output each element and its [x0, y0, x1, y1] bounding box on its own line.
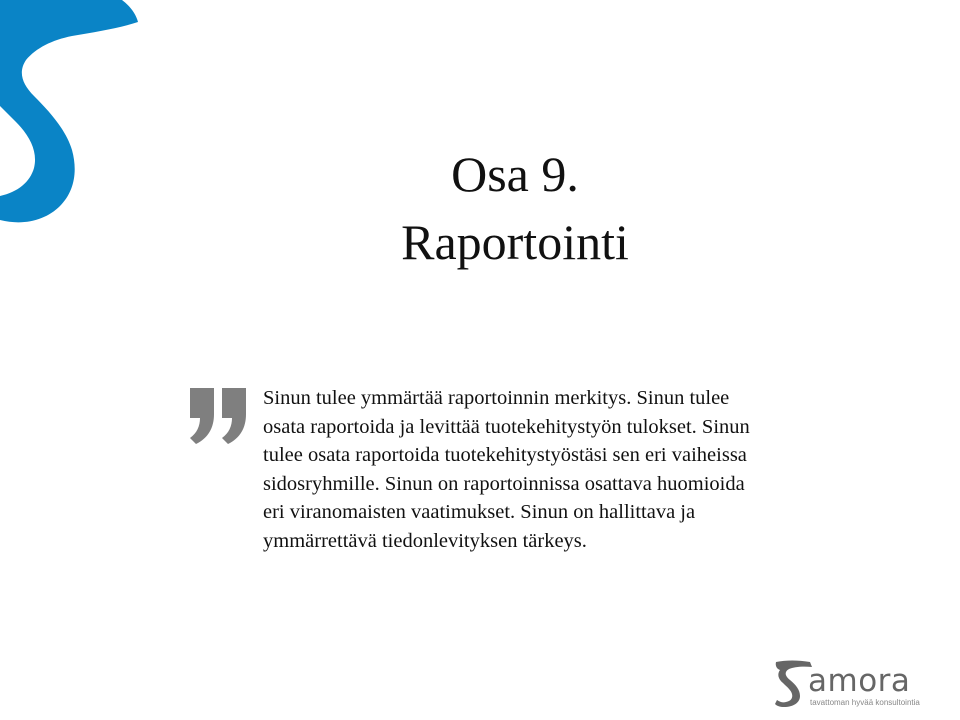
quotation-mark-icon	[186, 386, 252, 446]
quote-line: Sinun tulee ymmärtää raportoinnin merkitys. Sinun tulee	[263, 387, 730, 409]
logo-wordmark: amora	[808, 663, 911, 699]
quote-line: sidosryhmille. Sinun on raportoinnissa osattava huomioida	[263, 472, 745, 495]
quote-line: osata raportoida ja levittää tuotekehitystyön tulokset. Sinun	[263, 415, 750, 438]
title-line-2: Raportointi	[401, 214, 629, 270]
logo-tagline: tavattoman hyvää konsultointia	[810, 698, 920, 707]
title-line-1: Osa 9.	[451, 146, 579, 202]
quote-line: tulee osata raportoida tuotekehitystyöstäsi sen eri vaiheissa	[263, 444, 747, 467]
quote-line: ymmärrettävä tiedonlevityksen tärkeys.	[263, 529, 587, 552]
quote-text	[263, 384, 903, 556]
quote-line: eri viranomaisten vaatimukset. Sinun on hallittava ja	[263, 501, 696, 524]
page-title	[0, 140, 960, 276]
tamora-logo	[774, 658, 920, 710]
